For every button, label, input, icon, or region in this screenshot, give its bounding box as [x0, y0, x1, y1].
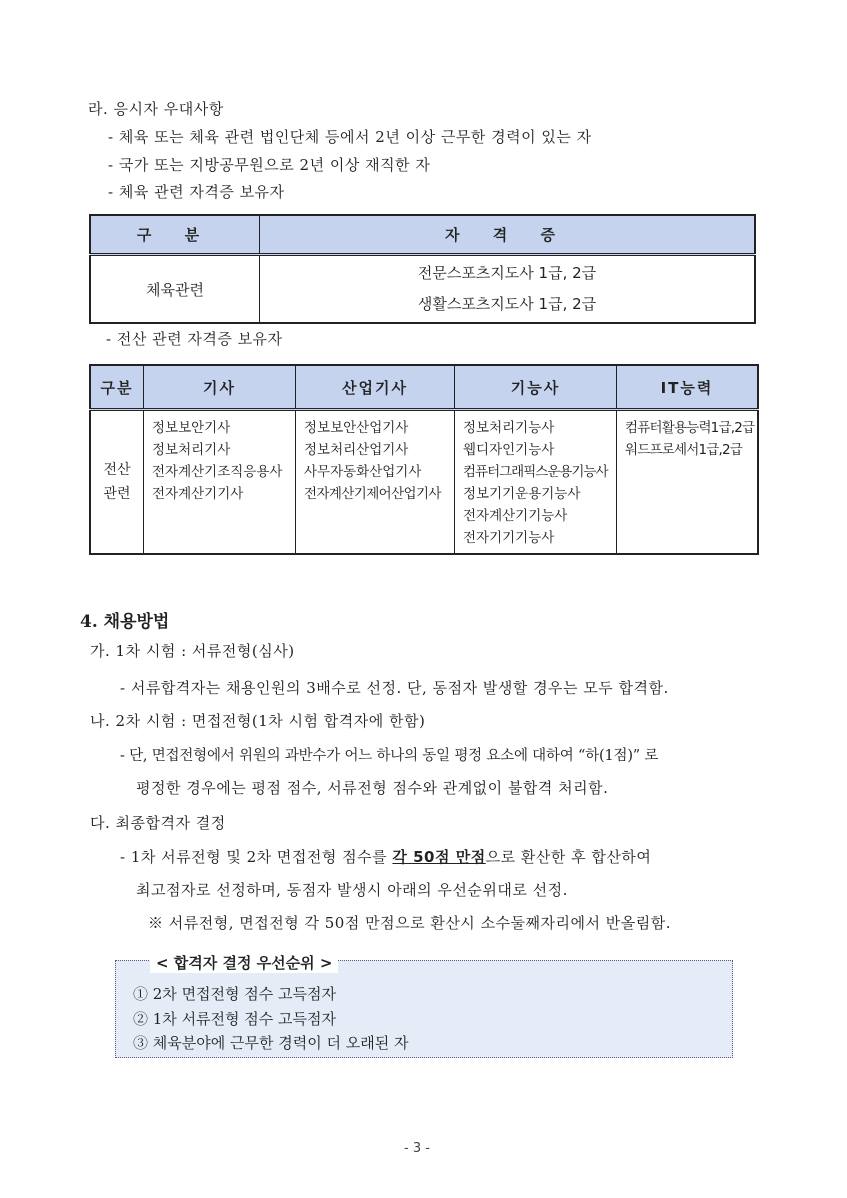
table-header-row	[90, 215, 755, 255]
preference-item: - 국가 또는 지방공무원으로 2년 이상 재직한 자	[108, 156, 431, 174]
cert-item: 컴퓨터그래픽스운용기능사	[463, 464, 608, 480]
cert-cell	[260, 255, 756, 324]
table-row	[90, 410, 758, 555]
priority-item: ③ 체육분야에 근무한 경력이 더 오래된 자	[133, 1034, 409, 1052]
sports-cert-table	[89, 214, 756, 324]
it-cert-note: - 전산 관련 자격증 보유자	[106, 330, 283, 348]
cert-item: 생활스포츠지도사 1급, 2급	[417, 295, 597, 313]
step-na-detail: - 단, 면접전형에서 위원의 과반수가 어느 하나의 동일 평정 요소에 대하여 “하(1점)” 로	[120, 748, 659, 764]
header-certificate: 자 격 증	[260, 215, 756, 255]
emphasis-50-points: 각 50점 만점	[392, 848, 486, 866]
step-da-detail-part: 으로 환산한 후 합산하여	[485, 848, 652, 866]
cert-item: 컴퓨터활용능력1급,2급	[625, 420, 755, 436]
section-4-heading: 4. 채용방법	[80, 612, 170, 632]
rounding-note: ※ 서류전형, 면접전형 각 50점 만점으로 환산시 소수둘째자리에서 반올림함.	[148, 914, 671, 932]
section-ra-title: 라. 응시자 우대사항	[88, 100, 224, 118]
industrial-engineer-cell	[296, 410, 455, 555]
it-ability-cell	[617, 410, 759, 555]
cert-item: 웹디자인기능사	[463, 442, 555, 458]
cert-item: 전자계산기조직응용사	[152, 464, 283, 480]
step-ga: 가. 1차 시험 : 서류전형(심사)	[90, 642, 295, 660]
page-number: - 3 -	[404, 1141, 430, 1156]
cert-item: 전자기기기능사	[463, 530, 555, 546]
header-industrial-engineer: 산업기사	[296, 365, 455, 410]
cert-item: 정보보안기사	[152, 420, 231, 436]
cert-item: 사무자동화산업기사	[304, 464, 422, 480]
category-line: 관련	[103, 486, 131, 502]
priority-box-title: < 합격자 결정 우선순위 >	[150, 952, 338, 973]
table-header-row	[90, 365, 758, 410]
cert-item: 워드프로세서1급,2급	[625, 442, 742, 458]
header-engineer: 기사	[144, 365, 296, 410]
step-da-detail: 최고점자로 선정하며, 동점자 발생시 아래의 우선순위대로 선정.	[136, 881, 568, 899]
priority-item: ① 2차 면접전형 점수 고득점자	[133, 985, 337, 1003]
cert-item: 정보기기운용기능사	[463, 486, 581, 502]
header-category: 구 분	[90, 215, 260, 255]
step-na-detail: 평정한 경우에는 평점 점수, 서류전형 점수와 관계없이 불합격 처리함.	[136, 779, 609, 797]
cert-item: 정보처리기능사	[463, 420, 555, 436]
cert-item: 전문스포츠지도사 1급, 2급	[417, 264, 597, 282]
engineer-cell	[144, 410, 296, 555]
cert-item: 정보보안산업기사	[304, 420, 409, 436]
category-cell	[90, 410, 144, 555]
category-cell: 체육관련	[90, 255, 260, 324]
step-da-detail-part: - 1차 서류전형 및 2차 면접전형 점수를	[120, 848, 393, 866]
step-da: 다. 최종합격자 결정	[90, 814, 226, 832]
step-da-detail	[120, 846, 651, 867]
step-na: 나. 2차 시험 : 면접전형(1차 시험 합격자에 한함)	[90, 712, 426, 730]
priority-item: ② 1차 서류전형 점수 고득점자	[133, 1010, 337, 1028]
step-ga-detail: - 서류합격자는 채용인원의 3배수로 선정. 단, 동점자 발생할 경우는 모두 합격함.	[120, 679, 669, 697]
cert-item: 전자계산기기사	[152, 486, 244, 502]
category-line: 전산	[103, 462, 131, 478]
preference-item: - 체육 또는 체육 관련 법인단체 등에서 2년 이상 근무한 경력이 있는 자	[108, 128, 592, 146]
cert-item: 전자계산기제어산업기사	[304, 486, 441, 502]
preference-item: - 체육 관련 자격증 보유자	[108, 183, 285, 201]
it-cert-table	[89, 364, 759, 555]
cert-item: 전자계산기기능사	[463, 508, 568, 524]
craftsman-cell	[455, 410, 617, 555]
table-row	[90, 255, 755, 324]
header-category: 구분	[90, 365, 144, 410]
cert-item: 정보처리기사	[152, 442, 231, 458]
header-craftsman: 기능사	[455, 365, 617, 410]
header-it-ability: IT능력	[617, 365, 759, 410]
cert-item: 정보처리산업기사	[304, 442, 409, 458]
